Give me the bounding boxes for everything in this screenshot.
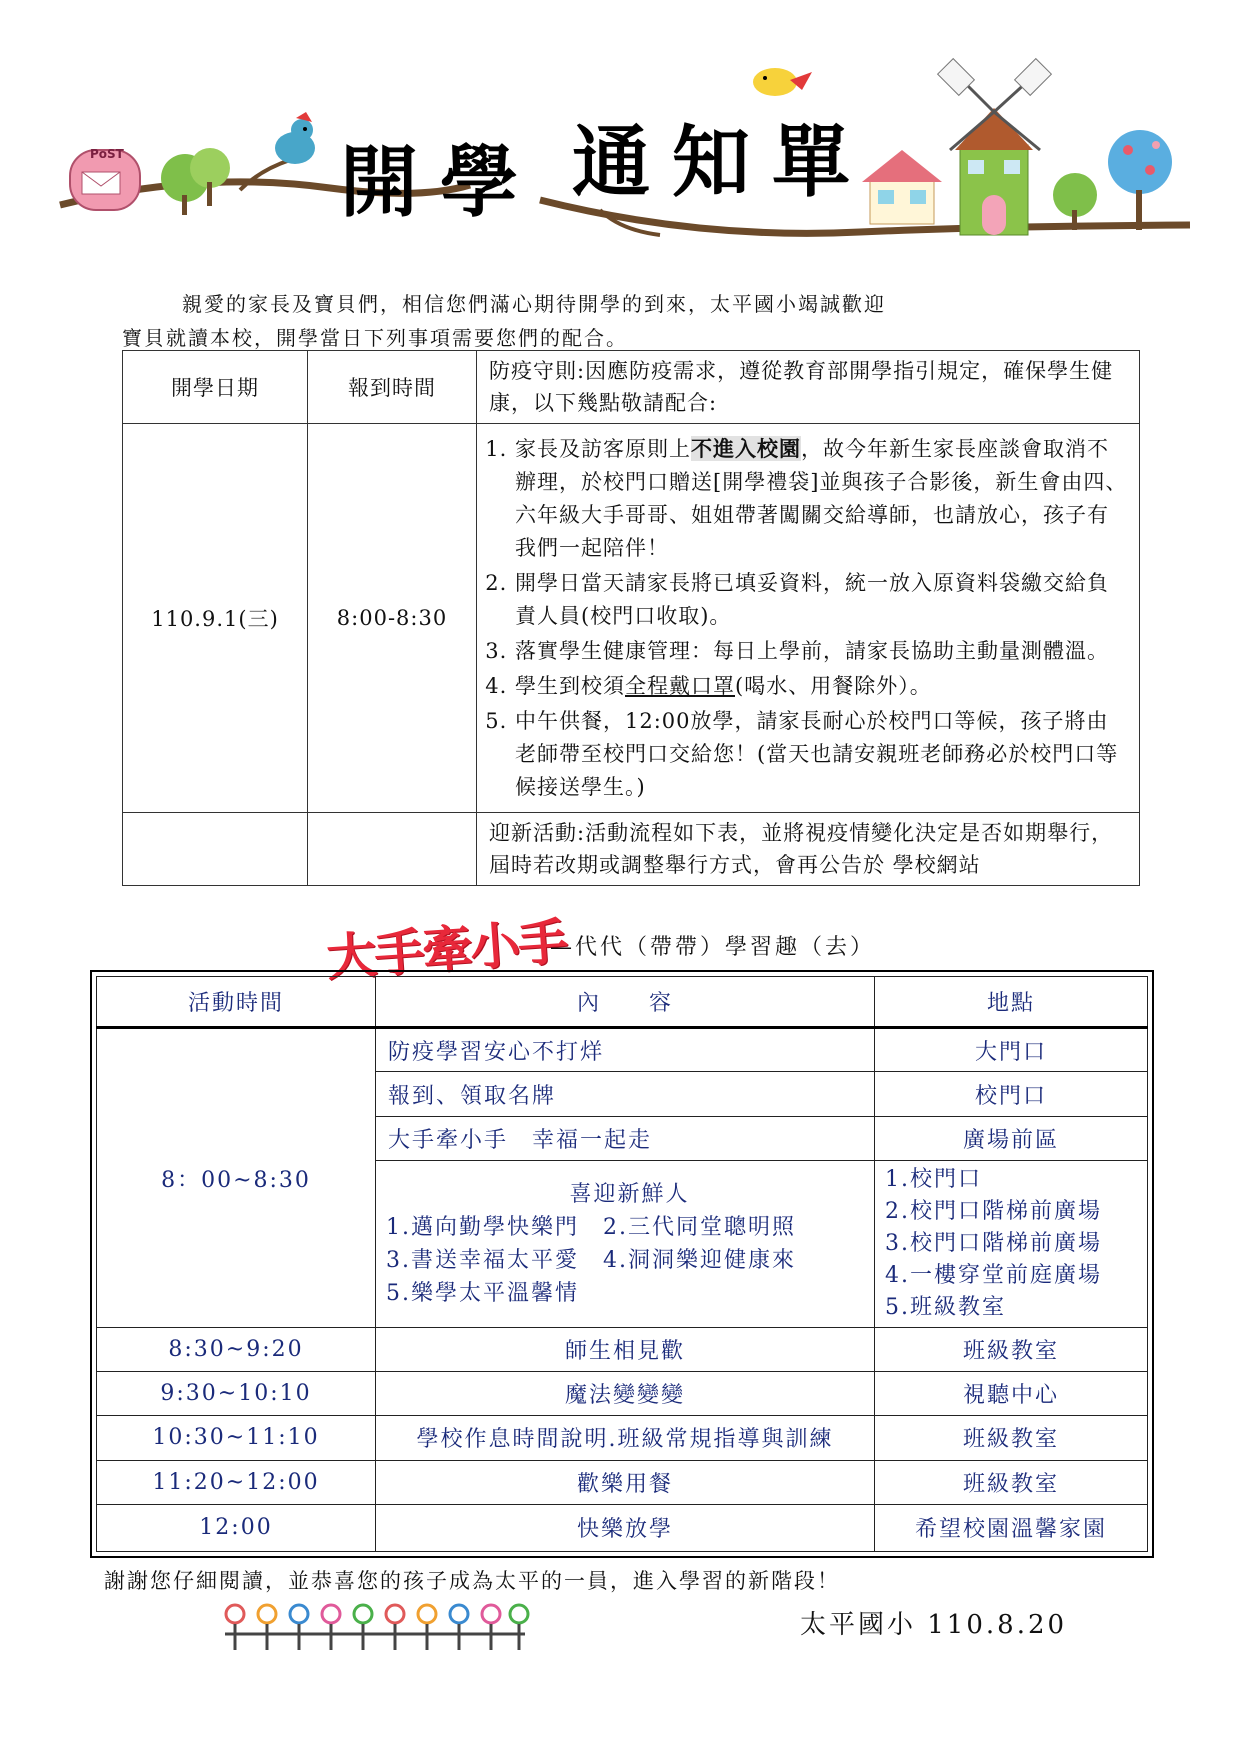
block1-time: 8：00~8:30	[97, 1028, 376, 1328]
activity-table	[96, 976, 1148, 1552]
header-place: 地點	[875, 977, 1148, 1028]
table-row	[97, 1028, 1148, 1072]
bird-icon	[753, 68, 812, 96]
welcome-note: 迎新活動:活動流程如下表，並將視疫情變化決定是否如期舉行，屆時若改期或調整舉行方式，會再公告於 學校網站	[477, 813, 1140, 886]
header-time: 活動時間	[97, 977, 376, 1028]
info-table	[122, 350, 1140, 886]
activity-content: 歡樂用餐	[376, 1460, 875, 1504]
activity-table-frame	[90, 970, 1154, 1558]
table-row	[97, 1372, 1148, 1416]
rule-item: 5. 中午供餐，12:00放學，請家長耐心於校門口等候，孩子將由老師帶至校門口交給您！(當天也請安親班老師務必於校門口等候接送學生。)	[515, 705, 1129, 804]
activity-time: 12:00	[97, 1504, 376, 1551]
col-header-date: 開學日期	[123, 351, 308, 424]
activity-content: 大手牽小手 幸福一起走	[376, 1116, 875, 1160]
activity-time: 10:30~11:10	[97, 1416, 376, 1460]
welcome-line: 3.書送幸福太平愛 4.洞洞樂迎健康來	[386, 1247, 796, 1273]
rules-cell	[477, 424, 1140, 813]
activity-place: 班級教室	[875, 1416, 1148, 1460]
rule-item	[515, 670, 1129, 703]
activity-place: 班級教室	[875, 1460, 1148, 1504]
opening-date: 110.9.1(三)	[123, 424, 308, 813]
activity-header-row	[97, 977, 1148, 1028]
rule-item: 3. 落實學生健康管理：每日上學前，請家長協助主動量測體溫。	[515, 635, 1129, 668]
rule-highlight: 不進入校園	[691, 436, 801, 461]
rule-text: 家長及訪客原則上	[515, 437, 691, 461]
info-table-body-row	[123, 424, 1140, 813]
activity-content: 防疫學習安心不打烊	[376, 1028, 875, 1072]
info-table-welcome-row	[123, 813, 1140, 886]
activity-content: 師生相見歡	[376, 1328, 875, 1372]
table-row	[97, 1460, 1148, 1504]
rule-text: (喝水、用餐除外）。	[735, 674, 932, 698]
page-title-part2: 通知單	[572, 118, 873, 208]
empty-cell	[308, 813, 477, 886]
activity-place: 班級教室	[875, 1328, 1148, 1372]
rules-list	[477, 424, 1129, 812]
welcome-place: 3.校門口階梯前廣場	[885, 1230, 1102, 1256]
activity-content: 學校作息時間說明.班級常規指導與訓練	[376, 1416, 875, 1460]
thanks-note: 謝謝您仔細閱讀，並恭喜您的孩子成為太平的一員，進入學習的新階段！	[104, 1569, 840, 1593]
activity-time: 11:20~12:00	[97, 1460, 376, 1504]
table-row	[97, 1504, 1148, 1551]
rule-text: 學生到校須	[515, 674, 625, 698]
welcome-place: 1.校門口	[885, 1166, 982, 1192]
welcome-place: 5.班級教室	[885, 1294, 1006, 1320]
activity-time: 9:30~10:10	[97, 1372, 376, 1416]
table-row	[97, 1328, 1148, 1372]
house-icon	[862, 150, 942, 224]
info-table-header-row	[123, 351, 1140, 424]
activity-content: 快樂放學	[376, 1504, 875, 1551]
hands-logo: 大手牽小手	[324, 912, 569, 988]
table-row	[97, 1416, 1148, 1460]
welcome-activity	[376, 1160, 875, 1327]
welcome-line: 5.樂學太平溫馨情	[386, 1280, 579, 1306]
welcome-place: 2.校門口階梯前廣場	[885, 1198, 1102, 1224]
activity-place: 校門口	[875, 1072, 1148, 1116]
windmill-icon	[938, 59, 1052, 235]
header-content: 內 容	[376, 977, 875, 1028]
welcome-places	[875, 1160, 1148, 1327]
activity-place: 大門口	[875, 1028, 1148, 1072]
welcome-title: 喜迎新鮮人	[569, 1181, 690, 1207]
bird-icon	[275, 112, 315, 164]
activity-time: 8:30~9:20	[97, 1328, 376, 1372]
rule-item: 2. 開學日當天請家長將已填妥資料，統一放入原資料袋繳交給負責人員(校門口收取)。	[515, 567, 1129, 633]
activity-place: 廣場前區	[875, 1116, 1148, 1160]
welcome-line: 1.邁向勤學快樂門 2.三代同堂聰明照	[386, 1214, 796, 1240]
col-header-rules: 防疫守則:因應防疫需求，遵從教育部開學指引規定，確保學生健康，以下幾點敬請配合:	[477, 351, 1140, 424]
rule-underline: 全程戴口罩	[625, 674, 735, 698]
rule-text: ，故今年新生家長座談會取消不辦理，於校門口贈送[開學禮袋]並與孩子合影後，新生會由四、六年級大手哥哥、姐姐帶著闖關交給導師，也請放心，孩子有我們一起陪伴！	[515, 437, 1128, 560]
intro-line-2: 寶貝就讀本校，開學當日下列事項需要您們的配合。	[122, 326, 628, 350]
activity-content: 魔法變變變	[376, 1372, 875, 1416]
activity-content: 報到、領取名牌	[376, 1072, 875, 1116]
activity-subtitle: —代代（帶帶）學習趣（去）	[550, 935, 876, 960]
signature: 太平國小 110.8.20	[800, 1610, 1068, 1640]
intro-line-1: 親愛的家長及寶貝們，相信您們滿心期待開學的到來，太平國小竭誠歡迎	[182, 292, 886, 316]
activity-place: 希望校園溫馨家園	[875, 1504, 1148, 1551]
checkin-time: 8:00-8:30	[308, 424, 477, 813]
children-illustration	[215, 1600, 535, 1656]
col-header-time: 報到時間	[308, 351, 477, 424]
children-icon	[225, 1605, 528, 1650]
page-title-part1: 開學	[340, 138, 541, 228]
empty-cell	[123, 813, 308, 886]
mailbox-label: PoST	[90, 147, 124, 161]
activity-place: 視聽中心	[875, 1372, 1148, 1416]
welcome-place: 4.一樓穿堂前庭廣場	[885, 1262, 1102, 1288]
rule-item	[515, 432, 1129, 565]
